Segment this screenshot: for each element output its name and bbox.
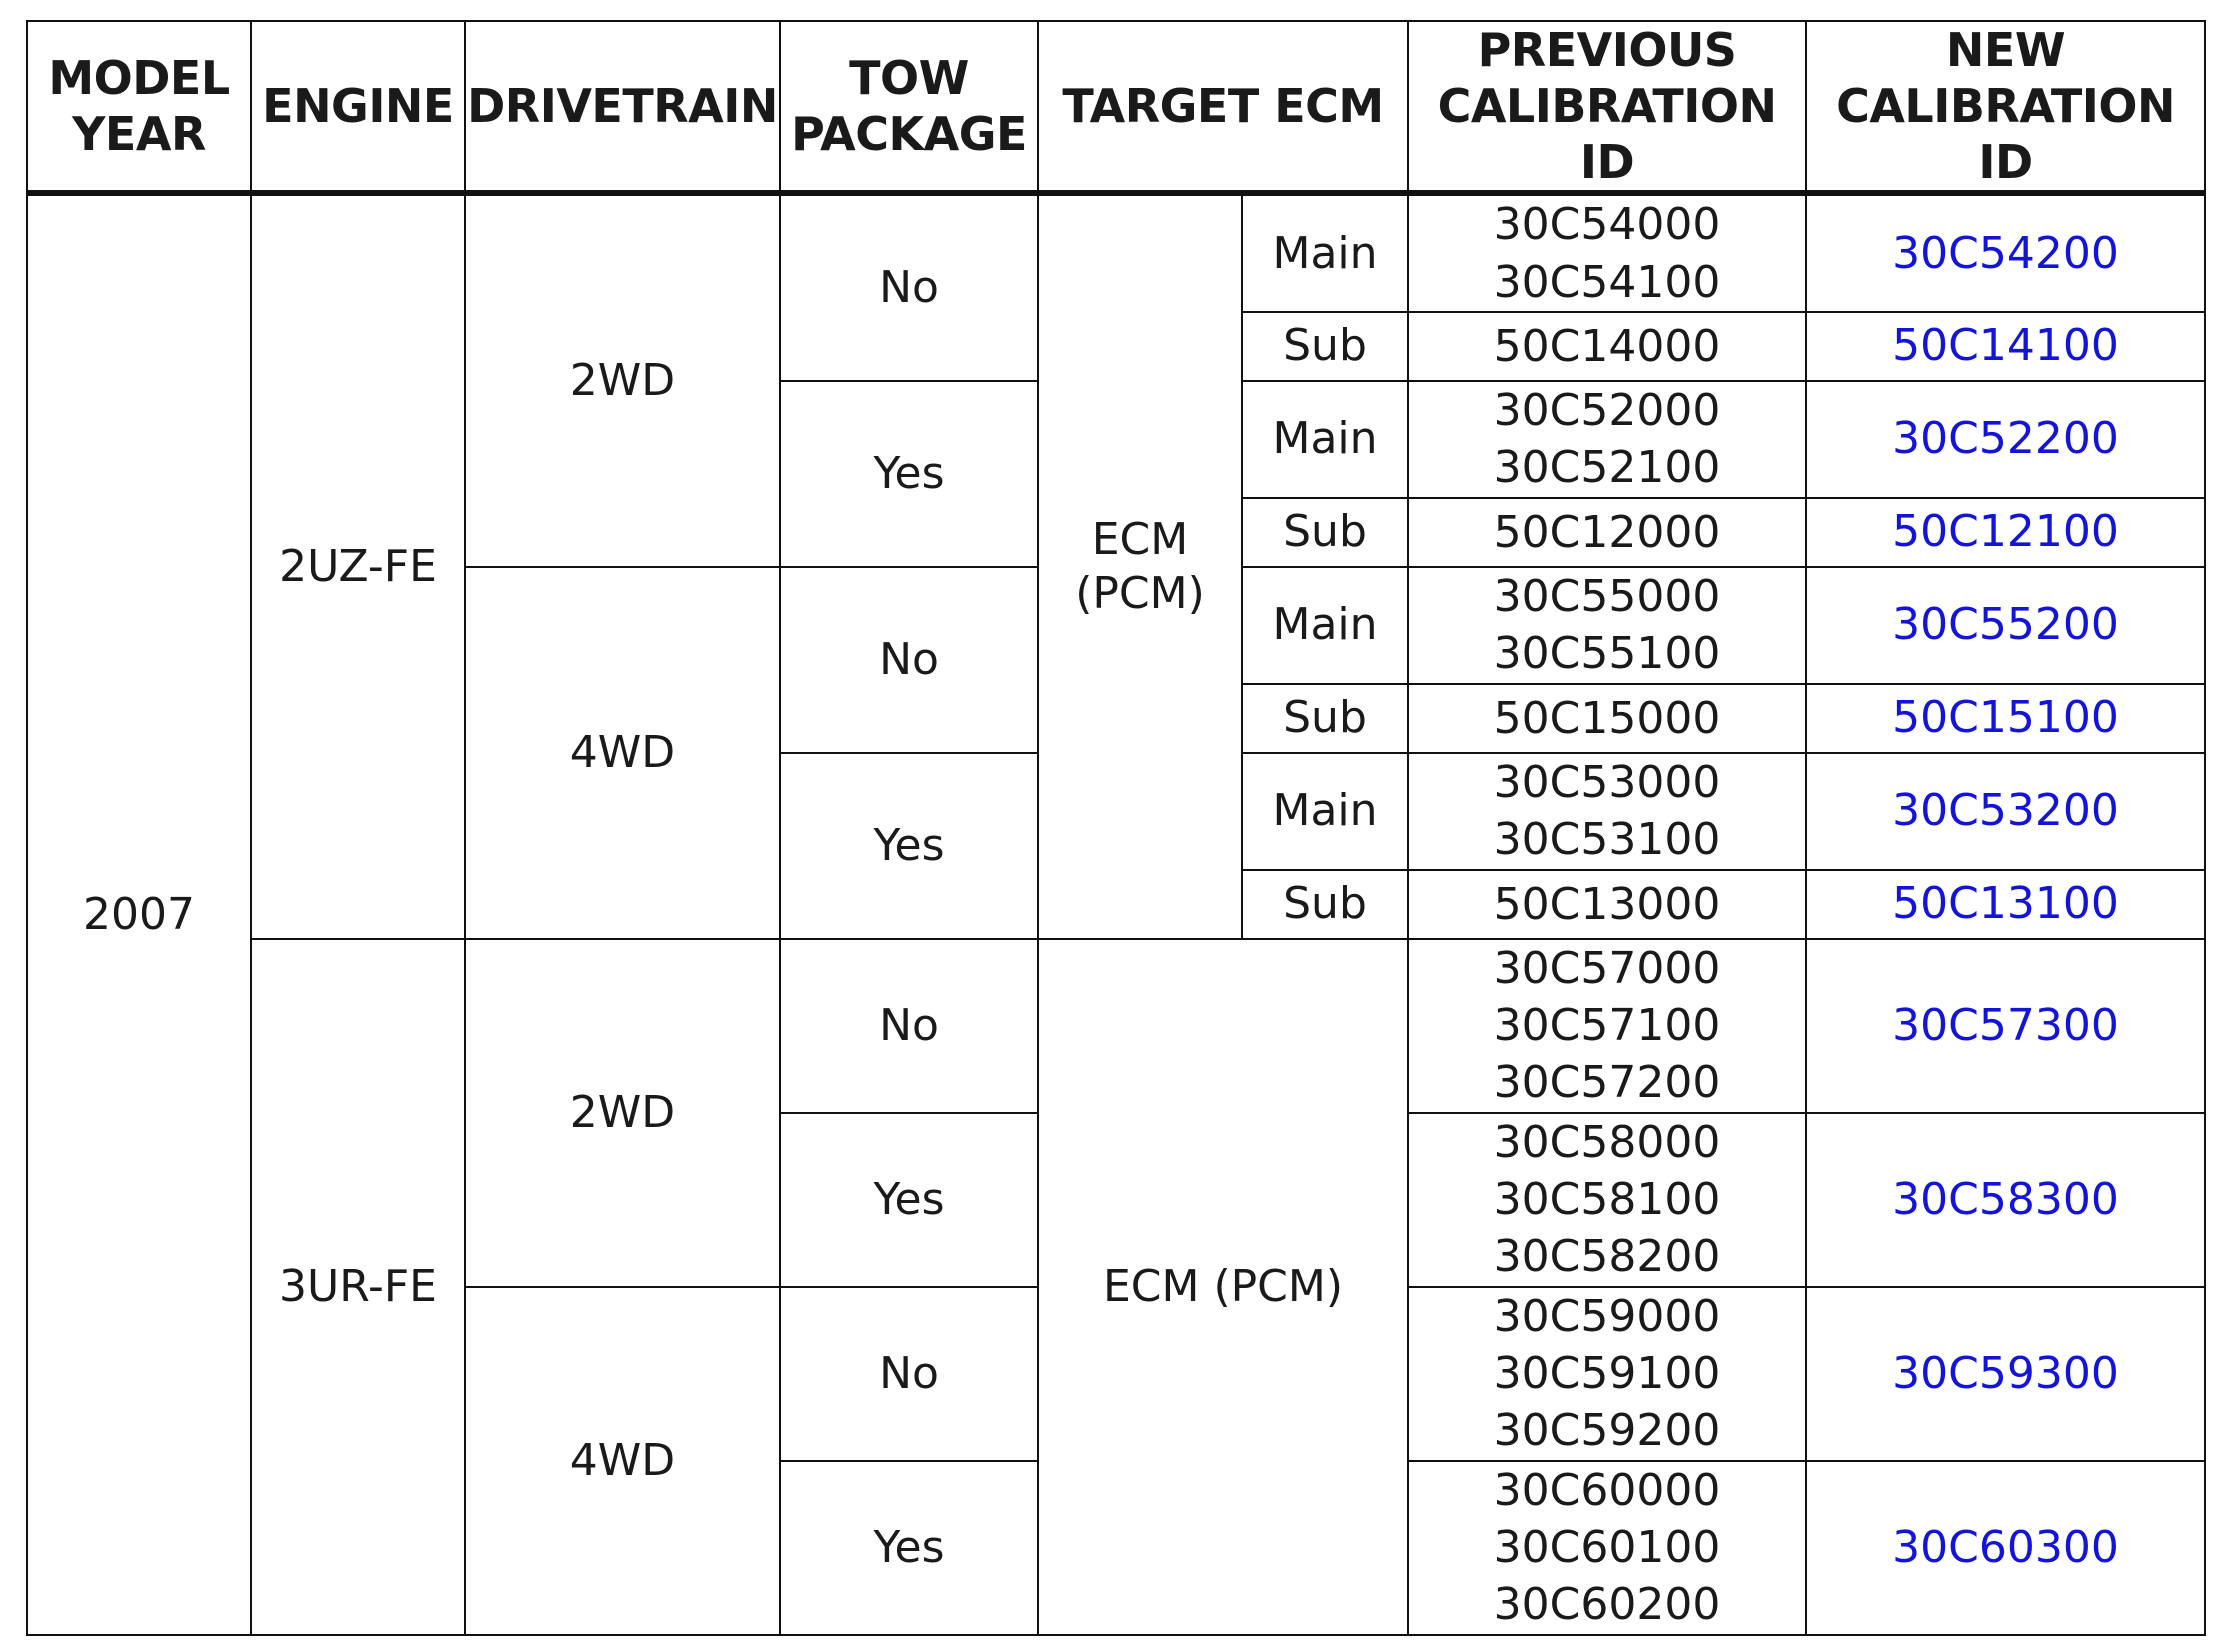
header-model-year-line2: YEAR bbox=[72, 107, 206, 162]
header-tow-package bbox=[780, 21, 1038, 193]
target-ecm-cell-3ur: ECM (PCM) bbox=[1038, 939, 1408, 1635]
tow-cell-3ur-2wd-no: No bbox=[780, 939, 1038, 1113]
sub-ecm-main: Main bbox=[1242, 193, 1408, 311]
previous-id: 50C12000 bbox=[1493, 506, 1721, 558]
previous-id-cell bbox=[1408, 567, 1806, 684]
new-id-cell: 30C55200 bbox=[1806, 567, 2205, 684]
tow-cell-2uz-4wd-yes: Yes bbox=[780, 753, 1038, 939]
sub-ecm-sub: Sub bbox=[1242, 498, 1408, 567]
new-id-cell: 30C54200 bbox=[1806, 193, 2205, 311]
tow-cell-3ur-4wd-yes: Yes bbox=[780, 1461, 1038, 1635]
new-id-cell: 30C53200 bbox=[1806, 753, 2205, 870]
previous-id: 30C53100 bbox=[1493, 814, 1721, 866]
tow-cell-2uz-4wd-no: No bbox=[780, 567, 1038, 753]
previous-id: 30C60100 bbox=[1493, 1522, 1721, 1574]
previous-id: 30C55100 bbox=[1493, 628, 1721, 680]
previous-id: 30C59000 bbox=[1493, 1290, 1721, 1342]
new-id-cell: 50C14100 bbox=[1806, 312, 2205, 381]
new-id-cell: 30C58300 bbox=[1806, 1113, 2205, 1287]
new-id-cell: 50C12100 bbox=[1806, 498, 2205, 567]
table-row bbox=[27, 193, 2205, 311]
drivetrain-cell-3ur-2wd: 2WD bbox=[465, 939, 780, 1287]
previous-id: 30C58000 bbox=[1493, 1116, 1721, 1168]
previous-id: 30C58100 bbox=[1493, 1174, 1721, 1226]
sub-ecm-main: Main bbox=[1242, 381, 1408, 498]
sub-ecm-main: Main bbox=[1242, 753, 1408, 870]
header-target-ecm: TARGET ECM bbox=[1038, 21, 1408, 193]
header-tow-line1: TOW bbox=[849, 51, 969, 106]
previous-id-cell bbox=[1408, 684, 1806, 753]
header-drivetrain: DRIVETRAIN bbox=[465, 21, 780, 193]
sub-ecm-main: Main bbox=[1242, 567, 1408, 684]
target-ecm-line1: ECM bbox=[1091, 514, 1189, 566]
header-model-year bbox=[27, 21, 251, 193]
previous-id: 30C52000 bbox=[1493, 385, 1721, 437]
new-id-cell: 50C13100 bbox=[1806, 870, 2205, 939]
header-engine: ENGINE bbox=[251, 21, 465, 193]
previous-id: 30C57000 bbox=[1493, 942, 1721, 994]
header-new-id bbox=[1806, 21, 2205, 193]
drivetrain-cell-2uz-4wd: 4WD bbox=[465, 567, 780, 939]
previous-id-cell bbox=[1408, 1287, 1806, 1461]
previous-id: 30C57200 bbox=[1493, 1057, 1721, 1109]
previous-id: 30C53000 bbox=[1493, 757, 1721, 809]
calibration-table bbox=[26, 20, 2206, 1636]
header-tow-line2: PACKAGE bbox=[791, 107, 1027, 162]
previous-id: 30C59100 bbox=[1493, 1348, 1721, 1400]
header-previous-id bbox=[1408, 21, 1806, 193]
new-id-cell: 30C60300 bbox=[1806, 1461, 2205, 1635]
previous-id: 30C55000 bbox=[1493, 571, 1721, 623]
header-new-line2: CALIBRATION ID bbox=[1836, 79, 2175, 190]
previous-id-cell bbox=[1408, 753, 1806, 870]
new-id-cell: 30C57300 bbox=[1806, 939, 2205, 1113]
previous-id: 30C60200 bbox=[1493, 1579, 1721, 1631]
previous-id-cell bbox=[1408, 870, 1806, 939]
header-new-line1: NEW bbox=[1945, 23, 2066, 77]
sub-ecm-sub: Sub bbox=[1242, 312, 1408, 381]
previous-id: 50C14000 bbox=[1493, 320, 1721, 372]
previous-id-cell bbox=[1408, 381, 1806, 498]
previous-id-cell bbox=[1408, 498, 1806, 567]
previous-id: 30C60000 bbox=[1493, 1464, 1721, 1516]
previous-id-cell bbox=[1408, 193, 1806, 311]
new-id-cell: 50C15100 bbox=[1806, 684, 2205, 753]
target-ecm-line2: (PCM) bbox=[1075, 568, 1205, 620]
header-prev-line1: PREVIOUS bbox=[1477, 23, 1737, 77]
table-row bbox=[27, 939, 2205, 1113]
target-ecm-cell-2uz bbox=[1038, 193, 1242, 938]
drivetrain-cell-2uz-2wd: 2WD bbox=[465, 193, 780, 566]
previous-id-cell bbox=[1408, 939, 1806, 1113]
previous-id: 30C59200 bbox=[1493, 1405, 1721, 1457]
previous-id-cell bbox=[1408, 1461, 1806, 1635]
tow-cell-2uz-2wd-no: No bbox=[780, 193, 1038, 380]
sub-ecm-sub: Sub bbox=[1242, 684, 1408, 753]
sub-ecm-sub: Sub bbox=[1242, 870, 1408, 939]
previous-id: 30C57100 bbox=[1493, 1000, 1721, 1052]
new-id-cell: 30C52200 bbox=[1806, 381, 2205, 498]
model-year-cell: 2007 bbox=[27, 193, 251, 1634]
tow-cell-3ur-4wd-no: No bbox=[780, 1287, 1038, 1461]
previous-id: 30C54000 bbox=[1493, 199, 1721, 251]
previous-id-cell bbox=[1408, 1113, 1806, 1287]
previous-id: 50C13000 bbox=[1493, 878, 1721, 930]
tow-cell-3ur-2wd-yes: Yes bbox=[780, 1113, 1038, 1287]
previous-id: 30C52100 bbox=[1493, 442, 1721, 494]
engine-cell-3ur: 3UR-FE bbox=[251, 939, 465, 1635]
drivetrain-cell-3ur-4wd: 4WD bbox=[465, 1287, 780, 1635]
new-id-cell: 30C59300 bbox=[1806, 1287, 2205, 1461]
header-row bbox=[27, 21, 2205, 193]
previous-id: 30C58200 bbox=[1493, 1231, 1721, 1283]
engine-cell-2uz: 2UZ-FE bbox=[251, 193, 465, 938]
tow-cell-2uz-2wd-yes: Yes bbox=[780, 381, 1038, 567]
header-model-year-line1: MODEL bbox=[48, 51, 230, 106]
previous-id: 50C15000 bbox=[1493, 692, 1721, 744]
previous-id: 30C54100 bbox=[1493, 256, 1721, 308]
previous-id-cell bbox=[1408, 312, 1806, 381]
header-prev-line2: CALIBRATION ID bbox=[1437, 79, 1777, 190]
